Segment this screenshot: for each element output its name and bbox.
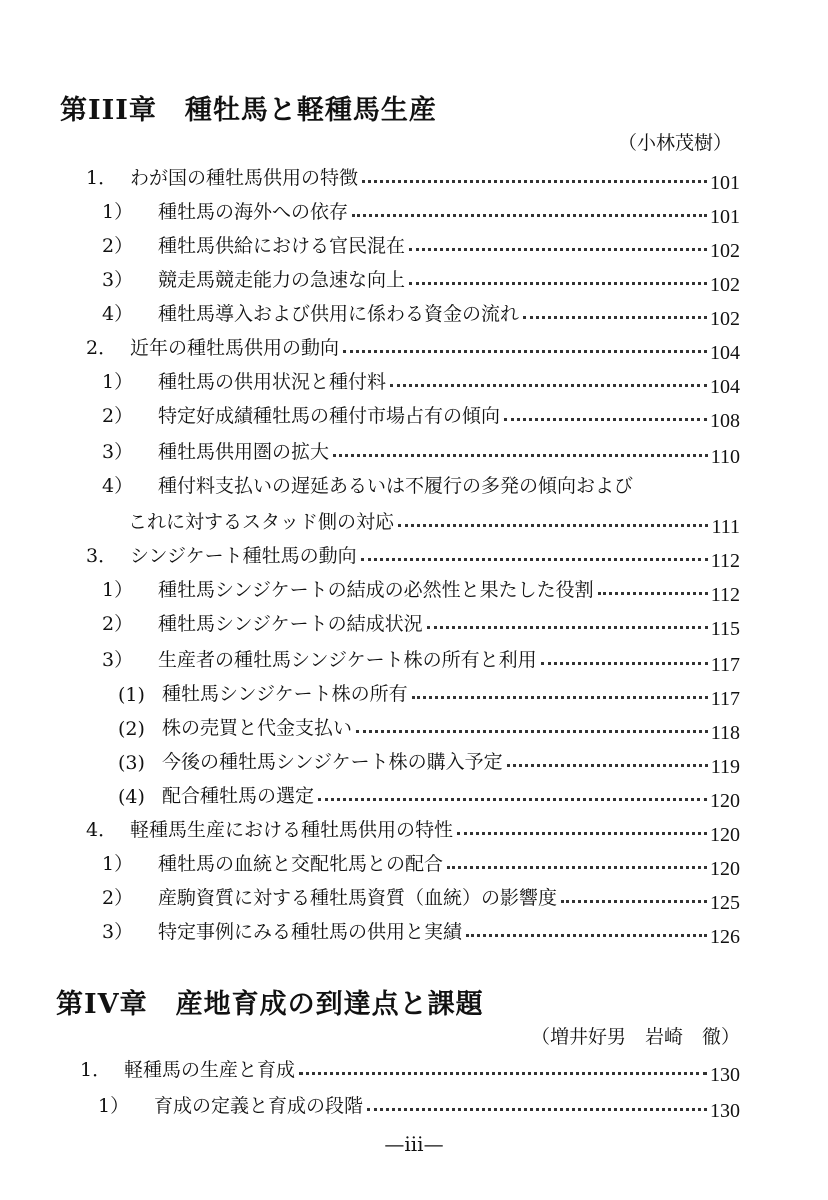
dot-leader [356,729,708,733]
toc-entry-continuation [128,504,740,538]
entry-page: 110 [710,446,740,468]
entry-number: 4） [102,475,134,497]
entry-title: 配合種牡馬の選定 [162,785,315,807]
toc-entry [118,778,740,812]
toc-entry [86,538,740,572]
entry-title: 種牡馬導入および供用に係わる資金の流れ [158,303,520,325]
entry-page: 126 [710,926,740,948]
dot-leader [333,453,708,457]
entry-page: 120 [710,824,740,846]
dot-leader [412,695,708,699]
entry-title: 産駒資質に対する種牡馬資質（血統）の影響度 [158,887,558,909]
dot-leader [361,557,708,561]
toc-entry [102,262,740,296]
chapter-4-heading-text: 産地育成の到達点と課題 [175,989,484,1020]
entry-page: 120 [710,790,740,812]
entry-page: 104 [710,376,740,398]
entry-number: 3） [102,269,134,291]
entry-title: 特定事例にみる種牡馬の供用と実績 [158,921,463,943]
entry-number: 1． [86,167,118,189]
entry-page: 115 [710,618,740,640]
entry-number: 1） [102,579,134,601]
entry-number: 4） [102,303,134,325]
dot-leader [352,213,707,217]
entry-page: 130 [710,1100,740,1122]
entry-number: 2） [102,887,134,909]
entry-page: 112 [710,550,740,572]
entry-page: 130 [710,1064,740,1086]
chapter-4-number: 第IV章 [56,989,148,1020]
toc-entry [102,228,740,262]
dot-leader [598,591,708,595]
toc-entry [102,914,740,948]
toc-entry [102,642,740,676]
entry-page: 102 [710,240,740,262]
dot-leader [409,281,707,285]
dot-leader [457,831,707,835]
entry-page: 117 [710,654,740,676]
entry-title: 生産者の種牡馬シンジケート株の所有と利用 [158,649,537,671]
entry-title: 特定好成績種牡馬の種付市場占有の傾向 [158,405,501,427]
entry-number: 3） [102,921,134,943]
toc-entry [118,676,740,710]
dot-leader [409,247,707,251]
entry-title: 軽種馬生産における種牡馬供用の特性 [130,819,454,841]
entry-number: (1) [118,684,145,706]
entry-number: 1） [102,201,134,223]
toc-entry [118,744,740,778]
dot-leader [504,417,707,421]
dot-leader [367,1107,707,1111]
entry-title: 軽種馬の生産と育成 [124,1059,296,1081]
entry-number: 2） [102,613,134,635]
entry-page: 101 [710,172,740,194]
dot-leader [362,179,707,183]
toc-entry [86,812,740,846]
entry-title: 今後の種牡馬シンジケート株の購入予定 [162,751,503,773]
entry-page: 117 [710,688,740,710]
entry-number: (3) [118,752,145,774]
toc-entry [86,330,740,364]
entry-title: これに対するスタッド側の対応 [128,511,395,533]
entry-page: 101 [710,206,740,228]
toc-entry [102,846,740,880]
entry-page: 120 [710,858,740,880]
entry-page: 102 [710,308,740,330]
toc-entry [102,434,740,468]
entry-number: 1） [102,371,134,393]
entry-title: 育成の定義と育成の段階 [154,1095,364,1117]
entry-number: 1） [98,1095,130,1117]
entry-page: 125 [710,892,740,914]
toc-entry [102,606,740,640]
entry-title: 種牡馬シンジケートの結成状況 [158,613,423,635]
dot-leader [318,797,707,801]
entry-page: 111 [711,516,740,538]
entry-number: 3） [102,441,134,463]
dot-leader [398,523,708,527]
toc-entry [80,1052,740,1086]
toc-entry [102,296,740,330]
entry-number: 1） [102,853,134,875]
dot-leader [466,933,707,937]
dot-leader [523,315,707,319]
toc-entry [102,398,740,432]
entry-page: 119 [710,756,740,778]
entry-number: 3． [86,545,118,567]
chapter-4-author: （増井好男 岩崎 徹） [530,1026,740,1048]
chapter-3-title [60,88,437,127]
toc-entry [98,1088,740,1122]
entry-page: 104 [710,342,740,364]
entry-title: 株の売買と代金支払い [162,717,353,739]
page-number-footer: —iii— [384,1132,444,1156]
entry-title: シンジケート種牡馬の動向 [130,545,357,567]
entry-number: (4) [118,786,145,808]
entry-page: 102 [710,274,740,296]
chapter-4-title [56,982,484,1021]
chapter-3-author: （小林茂樹） [617,132,732,154]
dot-leader [343,349,707,353]
entry-number: 2） [102,405,134,427]
toc-entry [102,468,740,498]
entry-number: 4． [86,819,118,841]
entry-number: (2) [118,718,145,740]
toc-entry [86,160,740,194]
toc-entry [102,572,740,606]
toc-entry [118,710,740,744]
entry-number: 1． [80,1059,112,1081]
entry-title: わが国の種牡馬供用の特徴 [130,167,359,189]
entry-title: 種牡馬シンジケートの結成の必然性と果たした役割 [158,579,594,601]
entry-title: 種付料支払いの遅延あるいは不履行の多発の傾向および [158,475,634,497]
dot-leader [447,865,707,869]
entry-title: 種牡馬の血統と交配牝馬との配合 [158,853,444,875]
entry-page: 118 [710,722,740,744]
entry-title: 種牡馬の供用状況と種付料 [158,371,387,393]
chapter-3-number: 第III章 [60,95,157,126]
entry-title: 種牡馬シンジケート株の所有 [162,683,408,705]
dot-leader [561,899,707,903]
entry-number: 3） [102,649,134,671]
toc-entry [102,880,740,914]
entry-title: 種牡馬供用圏の拡大 [158,441,330,463]
chapter-3-heading-text: 種牡馬と軽種馬生産 [184,95,437,126]
entry-title: 競走馬競走能力の急速な向上 [158,269,406,291]
dot-leader [507,763,708,767]
dot-leader [299,1071,707,1075]
entry-title: 近年の種牡馬供用の動向 [130,337,340,359]
toc-entry [102,364,740,398]
entry-page: 108 [710,410,740,432]
entry-number: 2． [86,337,118,359]
dot-leader [390,383,707,387]
entry-title: 種牡馬の海外への依存 [158,201,349,223]
entry-page: 112 [710,584,740,606]
entry-title: 種牡馬供給における官民混在 [158,235,406,257]
dot-leader [541,661,708,665]
dot-leader [427,625,708,629]
entry-number: 2） [102,235,134,257]
toc-entry [102,194,740,228]
